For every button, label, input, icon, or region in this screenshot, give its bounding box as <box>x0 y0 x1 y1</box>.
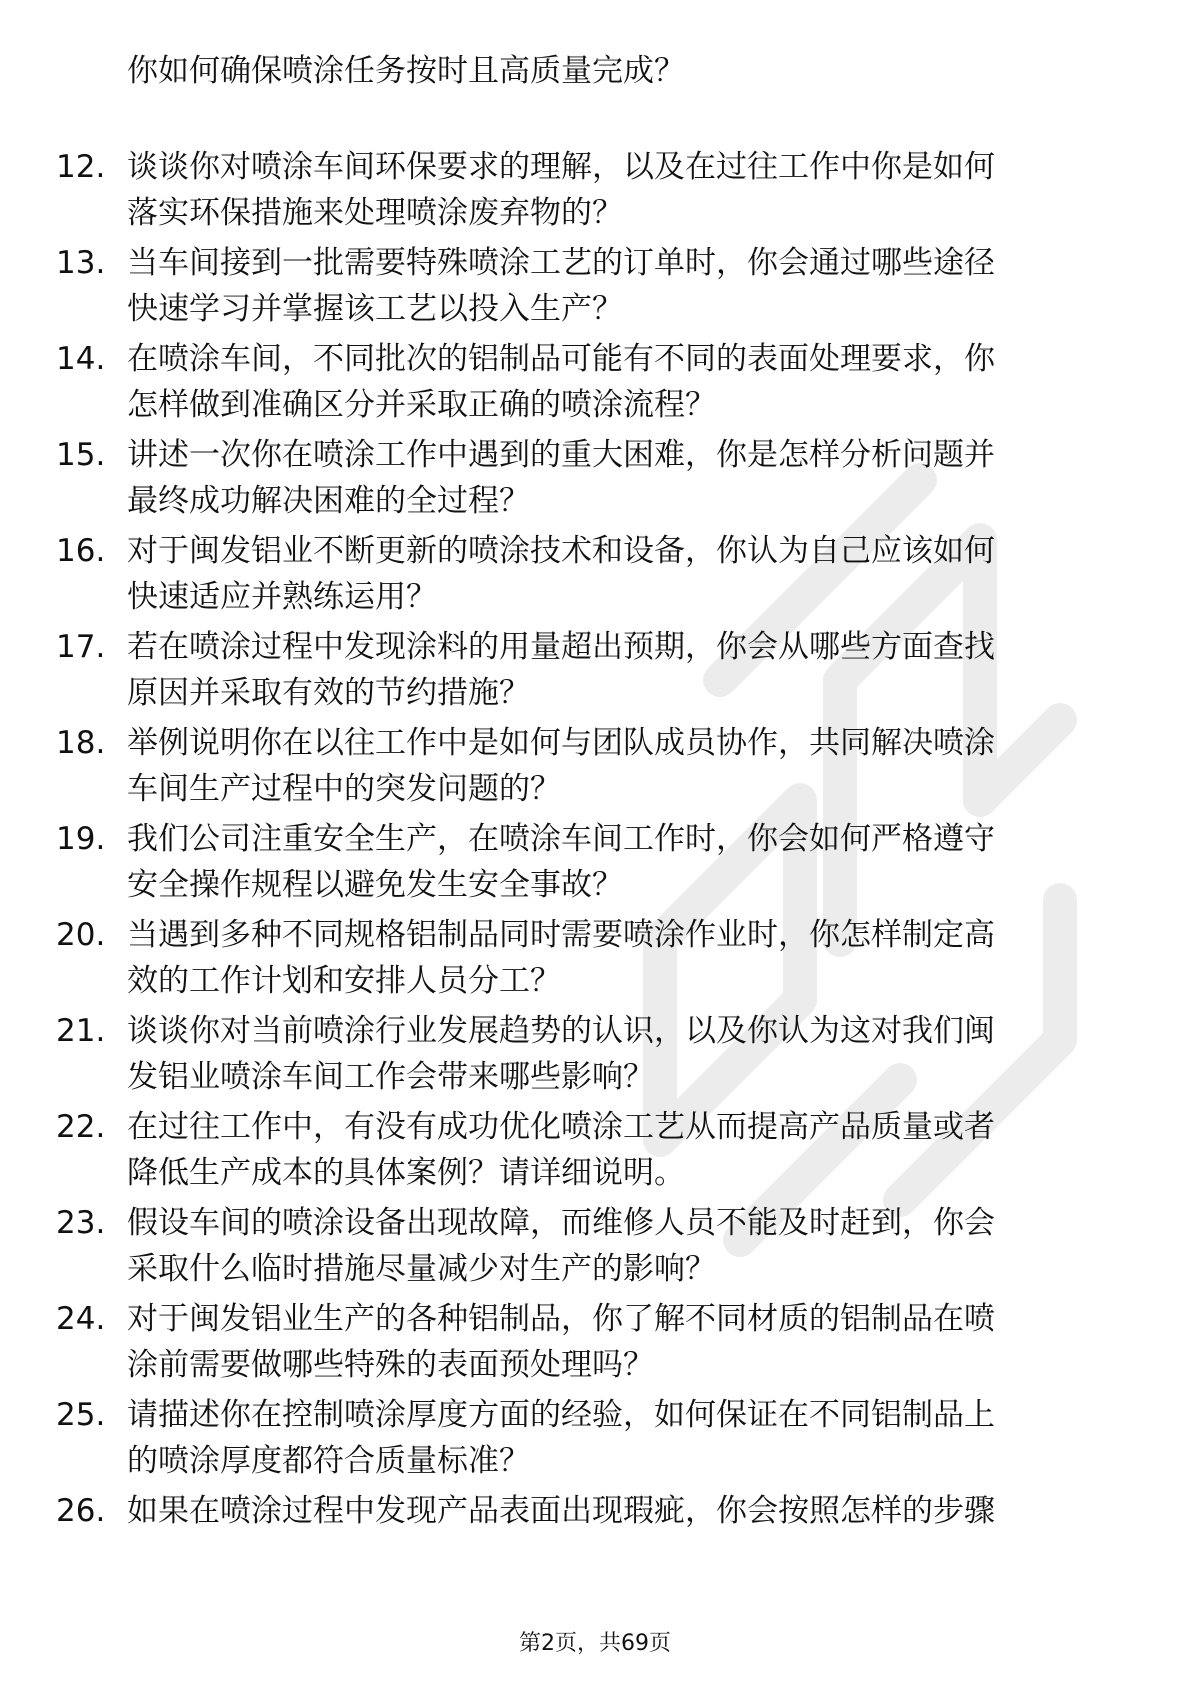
question-text <box>127 1488 1157 1534</box>
question-item-18 <box>0 720 1190 812</box>
question-line: 对于闽发铝业不断更新的喷涂技术和设备，你认为自己应该如何 <box>127 533 995 569</box>
question-item-19 <box>0 816 1190 908</box>
page-number-footer: 第2页，共69页 <box>519 1631 671 1656</box>
question-item-14 <box>0 336 1190 428</box>
question-text <box>127 816 1157 908</box>
question-line: 的喷涂厚度都符合质量标准？ <box>127 1443 530 1479</box>
question-line: 效的工作计划和安排人员分工？ <box>127 963 561 999</box>
question-line: 若在喷涂过程中发现涂料的用量超出预期，你会从哪些方面查找 <box>127 629 995 665</box>
continued-question-text: 你如何确保喷涂任务按时且高质量完成？ <box>127 53 685 89</box>
question-item-20 <box>0 912 1190 1004</box>
question-number: 15. <box>56 437 106 473</box>
question-text <box>127 624 1157 716</box>
question-number: 23. <box>56 1205 106 1241</box>
question-number: 18. <box>56 725 106 761</box>
question-number: 12. <box>56 149 106 185</box>
question-line: 我们公司注重安全生产，在喷涂车间工作时，你会如何严格遵守 <box>127 821 995 857</box>
question-number: 19. <box>56 821 106 857</box>
question-item-16 <box>0 528 1190 620</box>
question-line: 假设车间的喷涂设备出现故障，而维修人员不能及时赶到，你会 <box>127 1205 995 1241</box>
question-item-17 <box>0 624 1190 716</box>
question-line: 涂前需要做哪些特殊的表面预处理吗？ <box>127 1347 654 1383</box>
question-line: 谈谈你对当前喷涂行业发展趋势的认识，以及你认为这对我们闽 <box>127 1013 995 1049</box>
question-item-13 <box>0 240 1190 332</box>
question-number: 14. <box>56 341 106 377</box>
question-text <box>127 912 1157 1004</box>
question-line: 在过往工作中，有没有成功优化喷涂工艺从而提高产品质量或者 <box>127 1109 995 1145</box>
question-number: 22. <box>56 1109 106 1145</box>
question-item-24 <box>0 1296 1190 1388</box>
question-item-26 <box>0 1488 1190 1580</box>
question-line: 怎样做到准确区分并采取正确的喷涂流程？ <box>127 387 716 423</box>
question-number: 20. <box>56 917 106 953</box>
question-text <box>127 1296 1157 1388</box>
question-text <box>127 432 1157 524</box>
question-text <box>127 1104 1157 1196</box>
question-text <box>127 528 1157 620</box>
question-number: 24. <box>56 1301 106 1337</box>
question-text <box>127 240 1157 332</box>
question-line: 降低生产成本的具体案例？请详细说明。 <box>127 1155 685 1191</box>
question-number: 13. <box>56 245 106 281</box>
question-text <box>127 144 1157 236</box>
question-text <box>127 336 1157 428</box>
question-number: 26. <box>56 1493 106 1529</box>
question-line: 谈谈你对喷涂车间环保要求的理解，以及在过往工作中你是如何 <box>127 149 995 185</box>
question-line: 当遇到多种不同规格铝制品同时需要喷涂作业时，你怎样制定高 <box>127 917 995 953</box>
question-line: 当车间接到一批需要特殊喷涂工艺的订单时，你会通过哪些途径 <box>127 245 995 281</box>
question-line: 采取什么临时措施尽量减少对生产的影响？ <box>127 1251 716 1287</box>
question-text <box>127 720 1157 812</box>
question-text <box>127 1392 1157 1484</box>
question-line: 安全操作规程以避免发生安全事故？ <box>127 867 623 903</box>
document-body <box>0 48 1190 1584</box>
question-line: 对于闽发铝业生产的各种铝制品，你了解不同材质的铝制品在喷 <box>127 1301 995 1337</box>
question-item-12 <box>0 144 1190 236</box>
question-line: 落实环保措施来处理喷涂废弃物的？ <box>127 195 623 231</box>
question-line: 请描述你在控制喷涂厚度方面的经验，如何保证在不同铝制品上 <box>127 1397 995 1433</box>
question-line: 原因并采取有效的节约措施？ <box>127 675 530 711</box>
question-number: 17. <box>56 629 106 665</box>
question-line: 最终成功解决困难的全过程？ <box>127 483 530 519</box>
question-number: 21. <box>56 1013 106 1049</box>
question-line: 在喷涂车间，不同批次的铝制品可能有不同的表面处理要求，你 <box>127 341 995 377</box>
question-line: 发铝业喷涂车间工作会带来哪些影响？ <box>127 1059 654 1095</box>
question-item-15 <box>0 432 1190 524</box>
question-item-21 <box>0 1008 1190 1100</box>
question-line: 讲述一次你在喷涂工作中遇到的重大困难，你是怎样分析问题并 <box>127 437 995 473</box>
question-item-23 <box>0 1200 1190 1292</box>
question-text <box>127 1008 1157 1100</box>
question-line: 快速学习并掌握该工艺以投入生产？ <box>127 291 623 327</box>
question-text <box>127 1200 1157 1292</box>
question-line: 快速适应并熟练运用？ <box>127 579 437 615</box>
question-line: 举例说明你在以往工作中是如何与团队成员协作，共同解决喷涂 <box>127 725 995 761</box>
question-number: 25. <box>56 1397 106 1433</box>
question-item-25 <box>0 1392 1190 1484</box>
question-number: 16. <box>56 533 106 569</box>
question-line: 车间生产过程中的突发问题的？ <box>127 771 561 807</box>
question-item-22 <box>0 1104 1190 1196</box>
question-line: 如果在喷涂过程中发现产品表面出现瑕疵，你会按照怎样的步骤 <box>127 1493 995 1529</box>
